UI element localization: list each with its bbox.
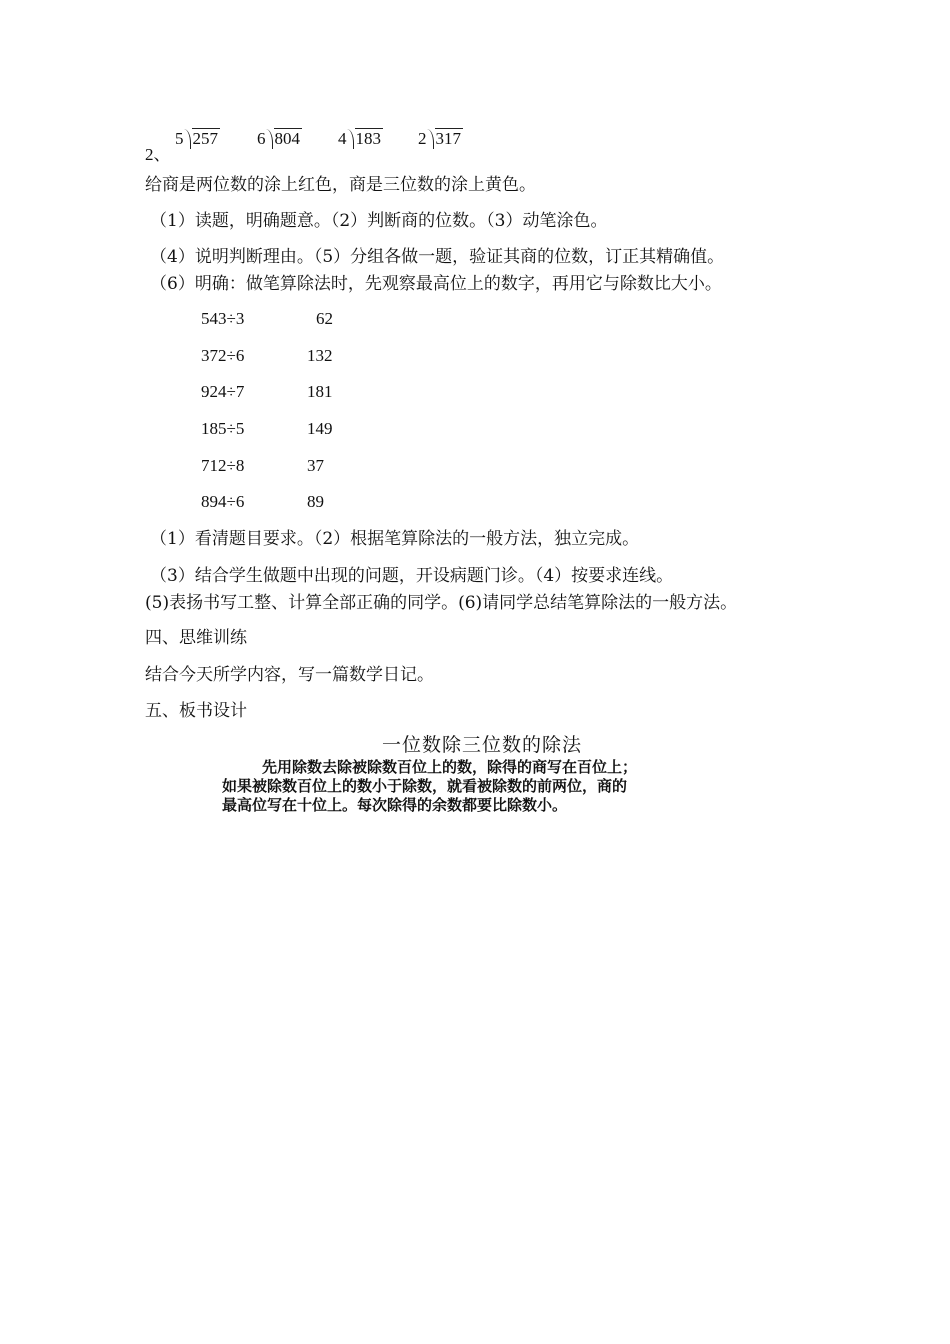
long-division-4 <box>418 128 463 149</box>
divisor: 2 <box>418 129 427 148</box>
dividend: 804 <box>274 129 300 148</box>
expression: 894÷6 <box>201 492 245 511</box>
answer: 62 <box>316 309 333 328</box>
divisor: 6 <box>257 129 266 148</box>
board-line: 先用除数去除被除数百位上的数，除得的商写在百位上； <box>262 758 638 776</box>
answer: 181 <box>307 382 333 401</box>
board-line: 如果被除数百位上的数小于除数，就看被除数的前两位，商的 <box>222 777 628 795</box>
board-title: 一位数除三位数的除法 <box>382 734 583 756</box>
dividend: 257 <box>192 129 218 148</box>
step-line: （3）结合学生做题中出现的问题，开设病题门诊。（4）按要求连线。 <box>150 566 674 586</box>
expression: 543÷3 <box>201 309 245 328</box>
divisor: 5 <box>175 129 184 148</box>
section-text: 结合今天所学内容，写一篇数学日记。 <box>145 665 434 685</box>
divisor: 4 <box>338 129 347 148</box>
expression: 924÷7 <box>201 382 245 401</box>
step-line: (5)表扬书写工整、计算全部正确的同学。(6)请同学总结笔算除法的一般方法。 <box>145 593 738 613</box>
answer: 89 <box>307 492 324 511</box>
expression: 372÷6 <box>201 346 245 365</box>
expression: 712÷8 <box>201 456 245 475</box>
board-line: 最高位写在十位上。每次除得的余数都要比除数小。 <box>222 796 568 814</box>
instruction-text: 给商是两位数的涂上红色，商是三位数的涂上黄色。 <box>145 175 536 195</box>
expression: 185÷5 <box>201 419 245 438</box>
section-heading: 五、板书设计 <box>145 701 247 721</box>
step-line: （1）读题，明确题意。（2）判断商的位数。（3）动笔涂色。 <box>150 211 608 231</box>
long-division-1 <box>175 128 220 149</box>
section-heading: 四、思维训练 <box>145 628 247 648</box>
step-line: （1）看清题目要求。（2）根据笔算除法的一般方法，独立完成。 <box>150 529 640 549</box>
step-line: （6）明确：做笔算除法时，先观察最高位上的数字，再用它与除数比大小。 <box>150 274 722 294</box>
answer: 37 <box>307 456 324 475</box>
answer: 132 <box>307 346 333 365</box>
step-line: （4）说明判断理由。（5）分组各做一题，验证其商的位数，订正其精确值。 <box>150 247 725 267</box>
long-division-2 <box>257 128 302 149</box>
answer: 149 <box>307 419 333 438</box>
dividend: 183 <box>355 129 381 148</box>
dividend: 317 <box>435 129 461 148</box>
long-division-3 <box>338 128 383 149</box>
exercise-number: 2、 <box>145 145 171 164</box>
